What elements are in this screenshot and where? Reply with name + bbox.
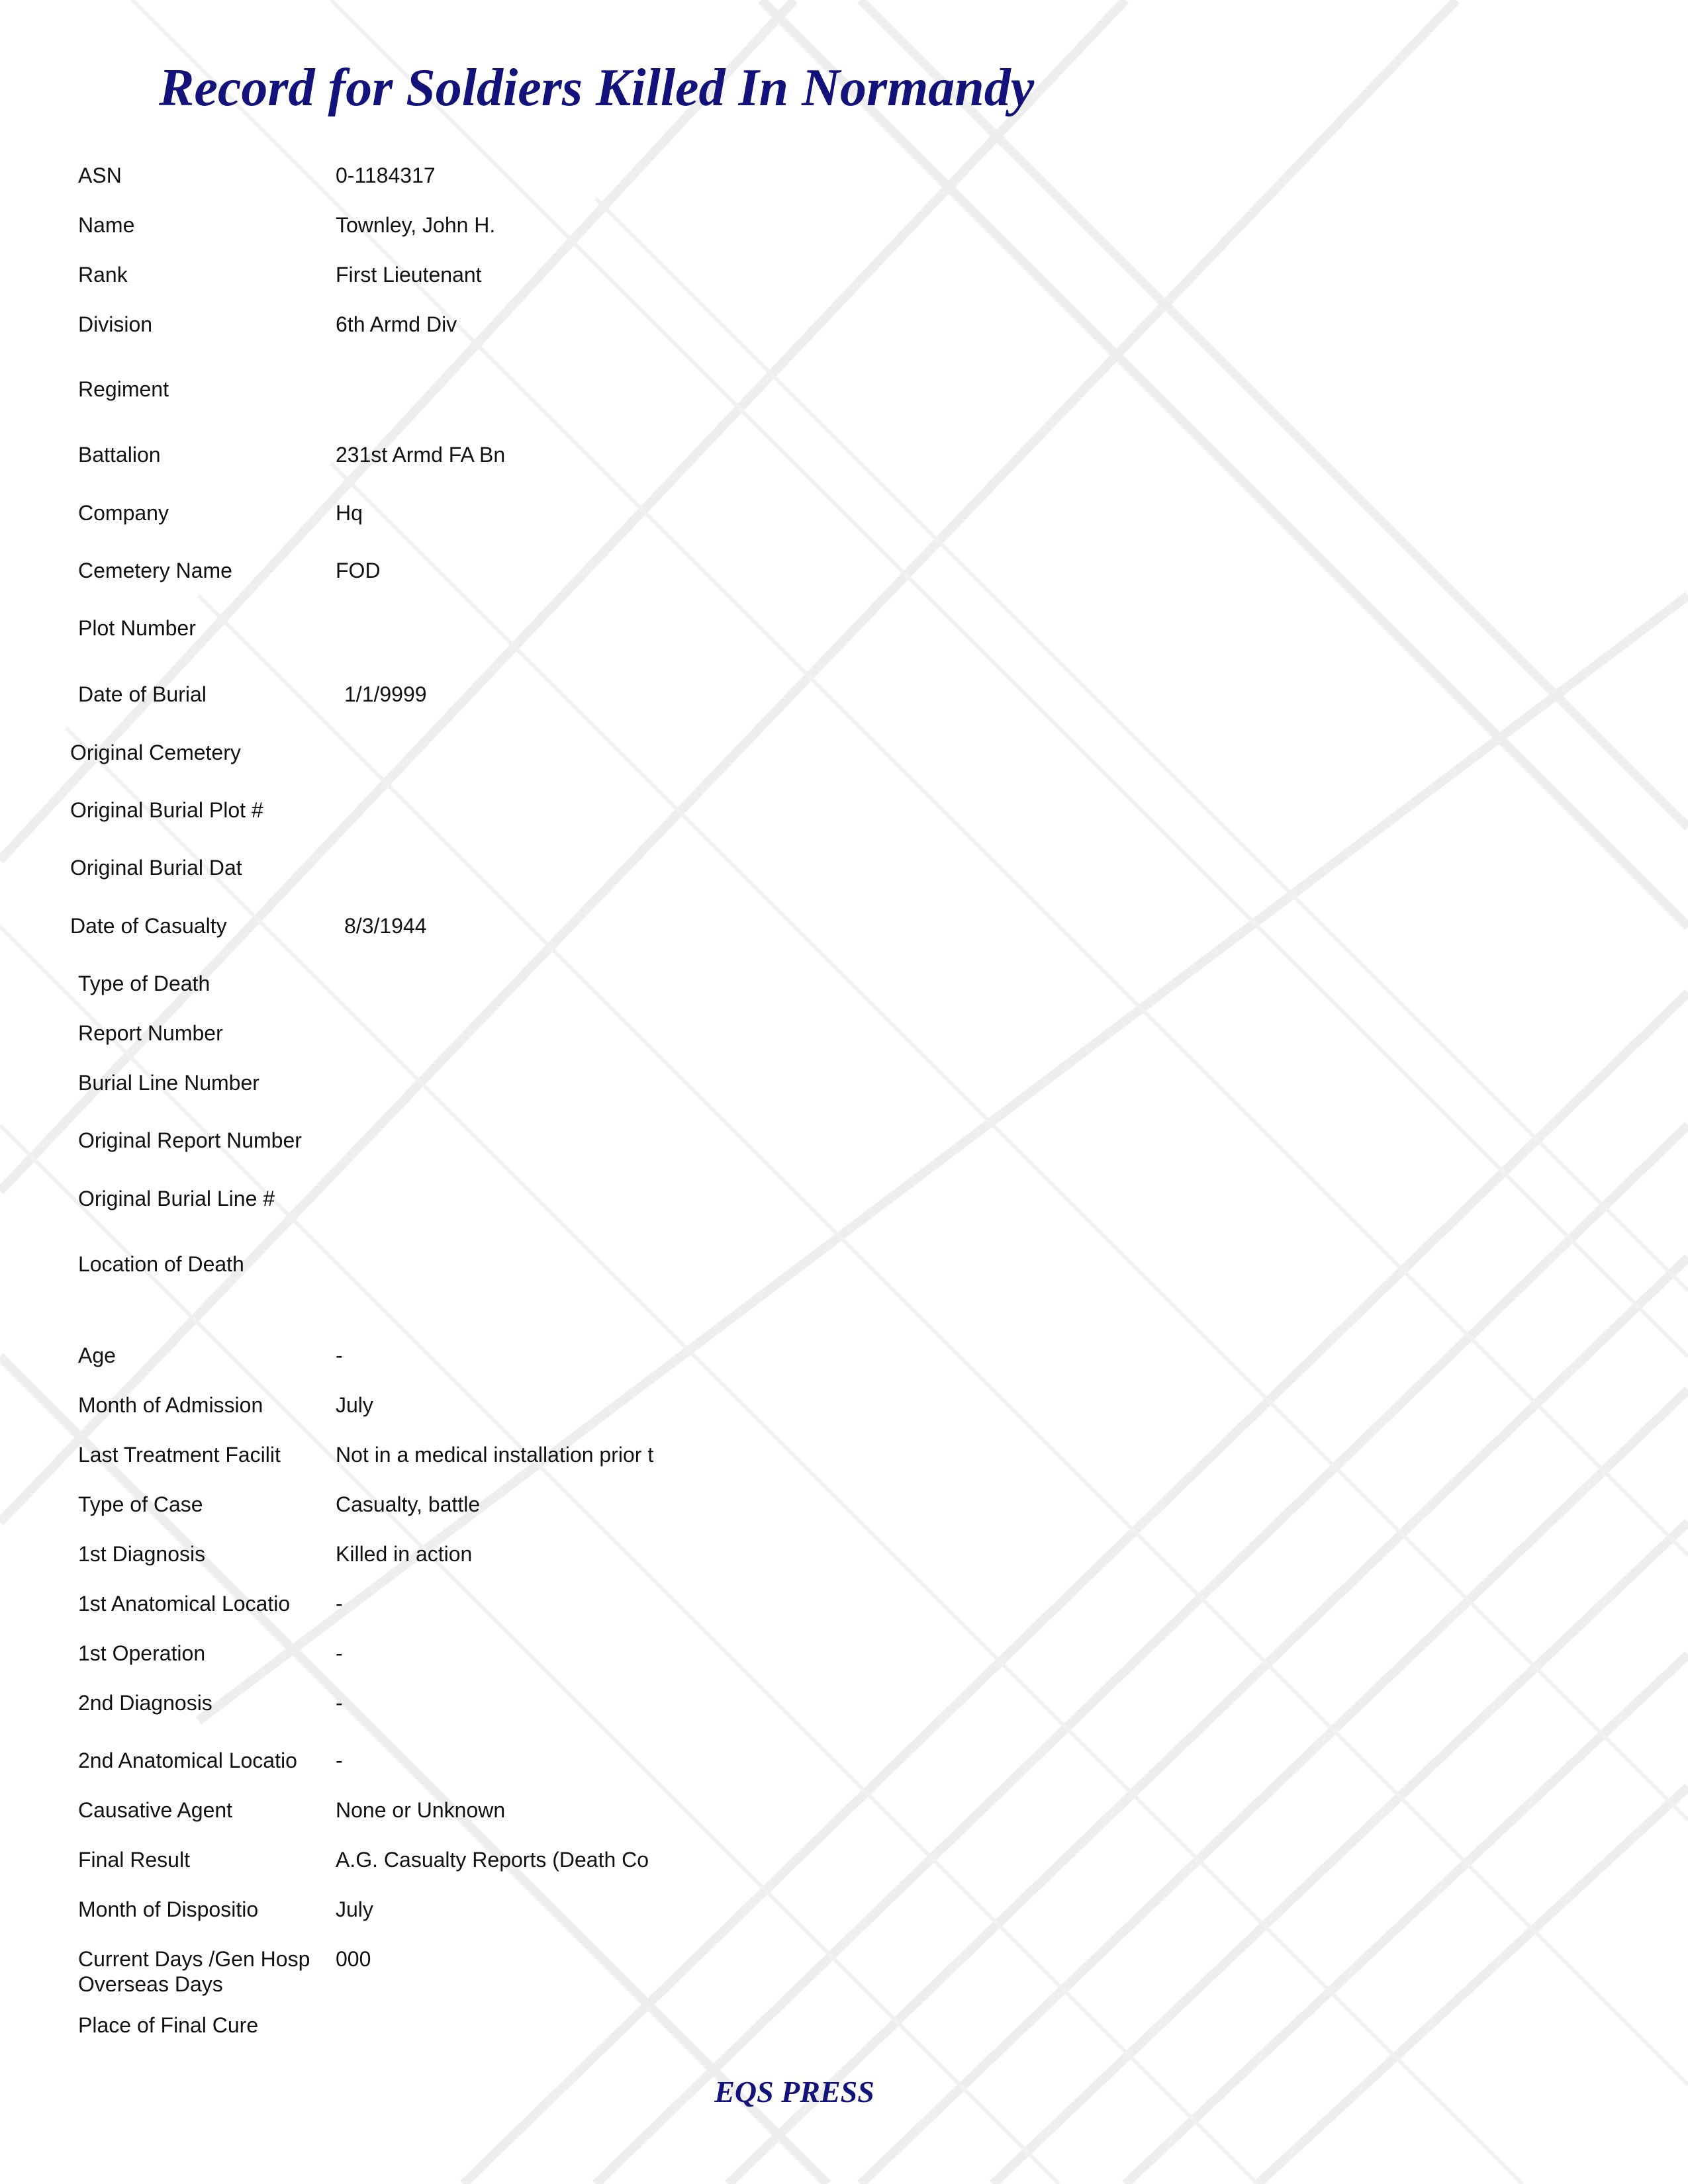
field-row-causative-agent — [0, 1797, 927, 1830]
field-value: - — [336, 1343, 343, 1367]
field-row-name — [0, 212, 927, 245]
field-row-type-of-case — [0, 1491, 927, 1524]
field-value: Killed in action — [336, 1542, 473, 1566]
field-value: First Lieutenant — [336, 263, 482, 287]
field-value: 6th Armd Div — [336, 312, 457, 336]
field-label: 2nd Diagnosis — [78, 1691, 212, 1715]
field-value: None or Unknown — [336, 1798, 506, 1822]
field-label: Age — [78, 1343, 116, 1367]
field-value: Casualty, battle — [336, 1492, 481, 1516]
field-label: Rank — [78, 263, 128, 287]
field-value: - — [336, 1592, 343, 1615]
field-value: - — [336, 1641, 343, 1665]
field-label: ASN — [78, 163, 122, 187]
field-row-burial-line-number — [0, 1069, 927, 1103]
field-label: Causative Agent — [78, 1798, 233, 1822]
field-row-location-of-death — [0, 1251, 927, 1284]
field-value: - — [336, 1691, 343, 1715]
field-row-2nd-diagnosis — [0, 1690, 927, 1723]
field-row-type-of-death — [0, 970, 927, 1003]
field-row-final-result — [0, 1846, 927, 1880]
field-row-1st-anatomical-location — [0, 1590, 927, 1623]
field-label: Final Result — [78, 1848, 190, 1872]
field-label: Month of Admission — [78, 1393, 263, 1417]
field-label: Location of Death — [78, 1252, 244, 1276]
field-row-month-of-admission — [0, 1392, 927, 1425]
field-label: Last Treatment Facilit — [78, 1443, 281, 1467]
field-row-date-of-burial — [0, 681, 927, 714]
field-row-original-cemetery — [0, 739, 927, 772]
field-row-age — [0, 1342, 927, 1375]
field-label: Regiment — [78, 377, 169, 401]
field-label: Month of Dispositio — [78, 1897, 259, 1921]
field-label: Plot Number — [78, 616, 196, 640]
field-row-place-of-final-cure — [0, 2012, 927, 2045]
field-row-original-burial-date — [0, 854, 927, 887]
field-label: Type of Death — [78, 972, 211, 995]
field-row-plot-number — [0, 615, 927, 648]
field-value: July — [336, 1393, 373, 1417]
field-label: Original Burial Dat — [70, 856, 242, 880]
field-label: Report Number — [78, 1021, 223, 1045]
field-label: Name — [78, 213, 135, 237]
field-row-2nd-anatomical-location — [0, 1747, 927, 1780]
field-value: - — [336, 1749, 343, 1772]
field-label: Date of Burial — [78, 682, 207, 706]
field-row-asn — [0, 162, 927, 195]
field-sub-label: Overseas Days — [78, 1972, 223, 1996]
page-title: Record for Soldiers Killed In Normandy — [159, 59, 1035, 117]
field-label: Original Burial Plot # — [70, 798, 263, 822]
field-value: 000 — [336, 1947, 371, 1971]
field-value: A.G. Casualty Reports (Death Co — [336, 1848, 649, 1872]
field-label: Place of Final Cure — [78, 2013, 259, 2037]
field-label: 1st Diagnosis — [78, 1542, 206, 1566]
field-value: FOD — [336, 559, 381, 582]
field-row-report-number — [0, 1020, 927, 1053]
field-label: 2nd Anatomical Locatio — [78, 1749, 297, 1772]
field-value: Hq — [336, 501, 363, 525]
field-value: 0-1184317 — [336, 163, 436, 187]
field-label: Company — [78, 501, 169, 525]
field-value: July — [336, 1897, 373, 1921]
field-row-rank — [0, 261, 927, 295]
field-label: Original Report Number — [78, 1128, 302, 1152]
field-label: Date of Casualty — [70, 914, 227, 938]
field-label: Cemetery Name — [78, 559, 232, 582]
field-row-date-of-casualty — [0, 913, 927, 946]
field-value: Not in a medical installation prior t — [336, 1443, 654, 1467]
field-label: Current Days /Gen Hosp — [78, 1947, 310, 1971]
field-row-current-days — [0, 1946, 927, 2005]
field-row-battalion — [0, 441, 927, 475]
field-row-regiment — [0, 376, 927, 409]
field-label: Burial Line Number — [78, 1071, 259, 1095]
field-label: Battalion — [78, 443, 161, 467]
field-label: 1st Anatomical Locatio — [78, 1592, 291, 1615]
field-value: 8/3/1944 — [344, 914, 427, 938]
field-row-cemetery-name — [0, 557, 927, 590]
field-row-original-report-number — [0, 1127, 927, 1160]
field-row-original-burial-plot — [0, 797, 927, 830]
field-row-original-burial-line — [0, 1185, 927, 1218]
field-value: Townley, John H. — [336, 213, 496, 237]
field-value: 1/1/9999 — [344, 682, 427, 706]
field-row-1st-diagnosis — [0, 1541, 927, 1574]
field-label: Division — [78, 312, 153, 336]
field-row-company — [0, 500, 927, 533]
field-label: Original Burial Line # — [78, 1187, 275, 1210]
field-row-1st-operation — [0, 1640, 927, 1673]
field-label: Type of Case — [78, 1492, 203, 1516]
field-label: 1st Operation — [78, 1641, 206, 1665]
publisher-footer: EQS PRESS — [714, 2075, 874, 2109]
field-row-month-of-disposition — [0, 1896, 927, 1929]
field-row-division — [0, 311, 927, 344]
field-row-last-treatment-facility — [0, 1441, 927, 1475]
field-label: Original Cemetery — [70, 741, 241, 764]
field-value: 231st Armd FA Bn — [336, 443, 506, 467]
